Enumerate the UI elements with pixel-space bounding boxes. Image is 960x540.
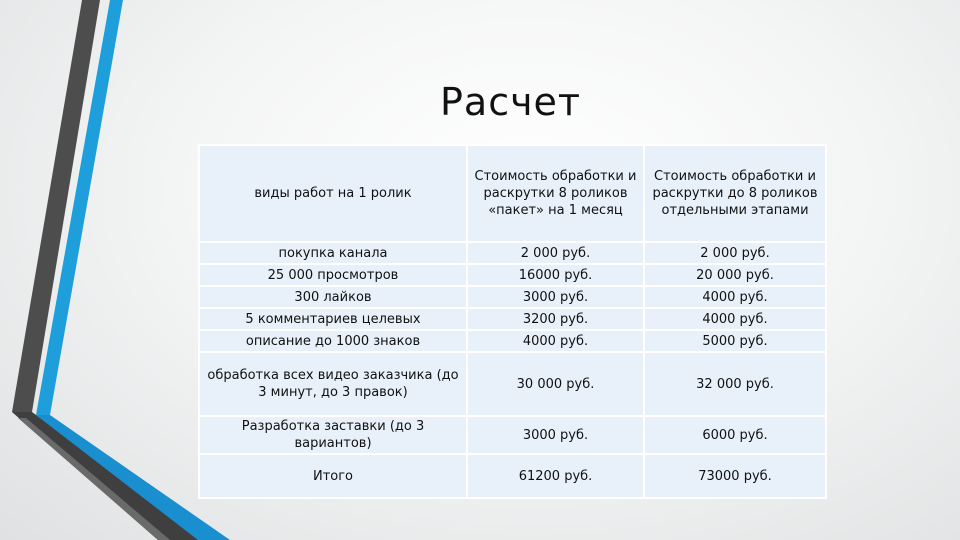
table-row — [199, 308, 826, 330]
table-cell: 4000 руб. — [644, 286, 826, 308]
table-cell: 2 000 руб. — [644, 242, 826, 264]
table-cell: 25 000 просмотров — [199, 264, 467, 286]
table-cell: 32 000 руб. — [644, 352, 826, 416]
table-cell: Разработка заставки (до 3 вариантов) — [199, 416, 467, 454]
table-cell: 3200 руб. — [467, 308, 644, 330]
table-cell: описание до 1000 знаков — [199, 330, 467, 352]
slide-title: Расчет — [440, 80, 582, 124]
table-row — [199, 286, 826, 308]
table-cell: 5000 руб. — [644, 330, 826, 352]
table-cell: 61200 руб. — [467, 454, 644, 498]
header-cell-package-price: Стоимость обработки и раскрутки 8 роликов «пакет» на 1 месяц — [467, 145, 644, 242]
table-row — [199, 264, 826, 286]
table-cell: 20 000 руб. — [644, 264, 826, 286]
header-cell-separate-price: Стоимость обработки и раскрутки до 8 роликов отдельными этапами — [644, 145, 826, 242]
table-cell: 5 комментариев целевых — [199, 308, 467, 330]
calculation-table — [198, 144, 827, 499]
table-row — [199, 416, 826, 454]
table-cell: покупка канала — [199, 242, 467, 264]
gray-stripe-bottom — [18, 418, 170, 540]
table-cell: 2 000 руб. — [467, 242, 644, 264]
table-cell: Итого — [199, 454, 467, 498]
table-cell: 3000 руб. — [467, 416, 644, 454]
table-row — [199, 242, 826, 264]
table-total-row — [199, 454, 826, 498]
table-cell: 4000 руб. — [467, 330, 644, 352]
table-cell: 30 000 руб. — [467, 352, 644, 416]
table-cell: 3000 руб. — [467, 286, 644, 308]
table-cell: 16000 руб. — [467, 264, 644, 286]
table-row — [199, 330, 826, 352]
table-cell: 4000 руб. — [644, 308, 826, 330]
table-header-row — [199, 145, 826, 242]
header-cell-work-type: виды работ на 1 ролик — [199, 145, 467, 242]
table-cell: 300 лайков — [199, 286, 467, 308]
table-cell: 6000 руб. — [644, 416, 826, 454]
table-row — [199, 352, 826, 416]
table-cell: 73000 руб. — [644, 454, 826, 498]
table-cell: обработка всех видео заказчика (до 3 минут, до 3 правок) — [199, 352, 467, 416]
